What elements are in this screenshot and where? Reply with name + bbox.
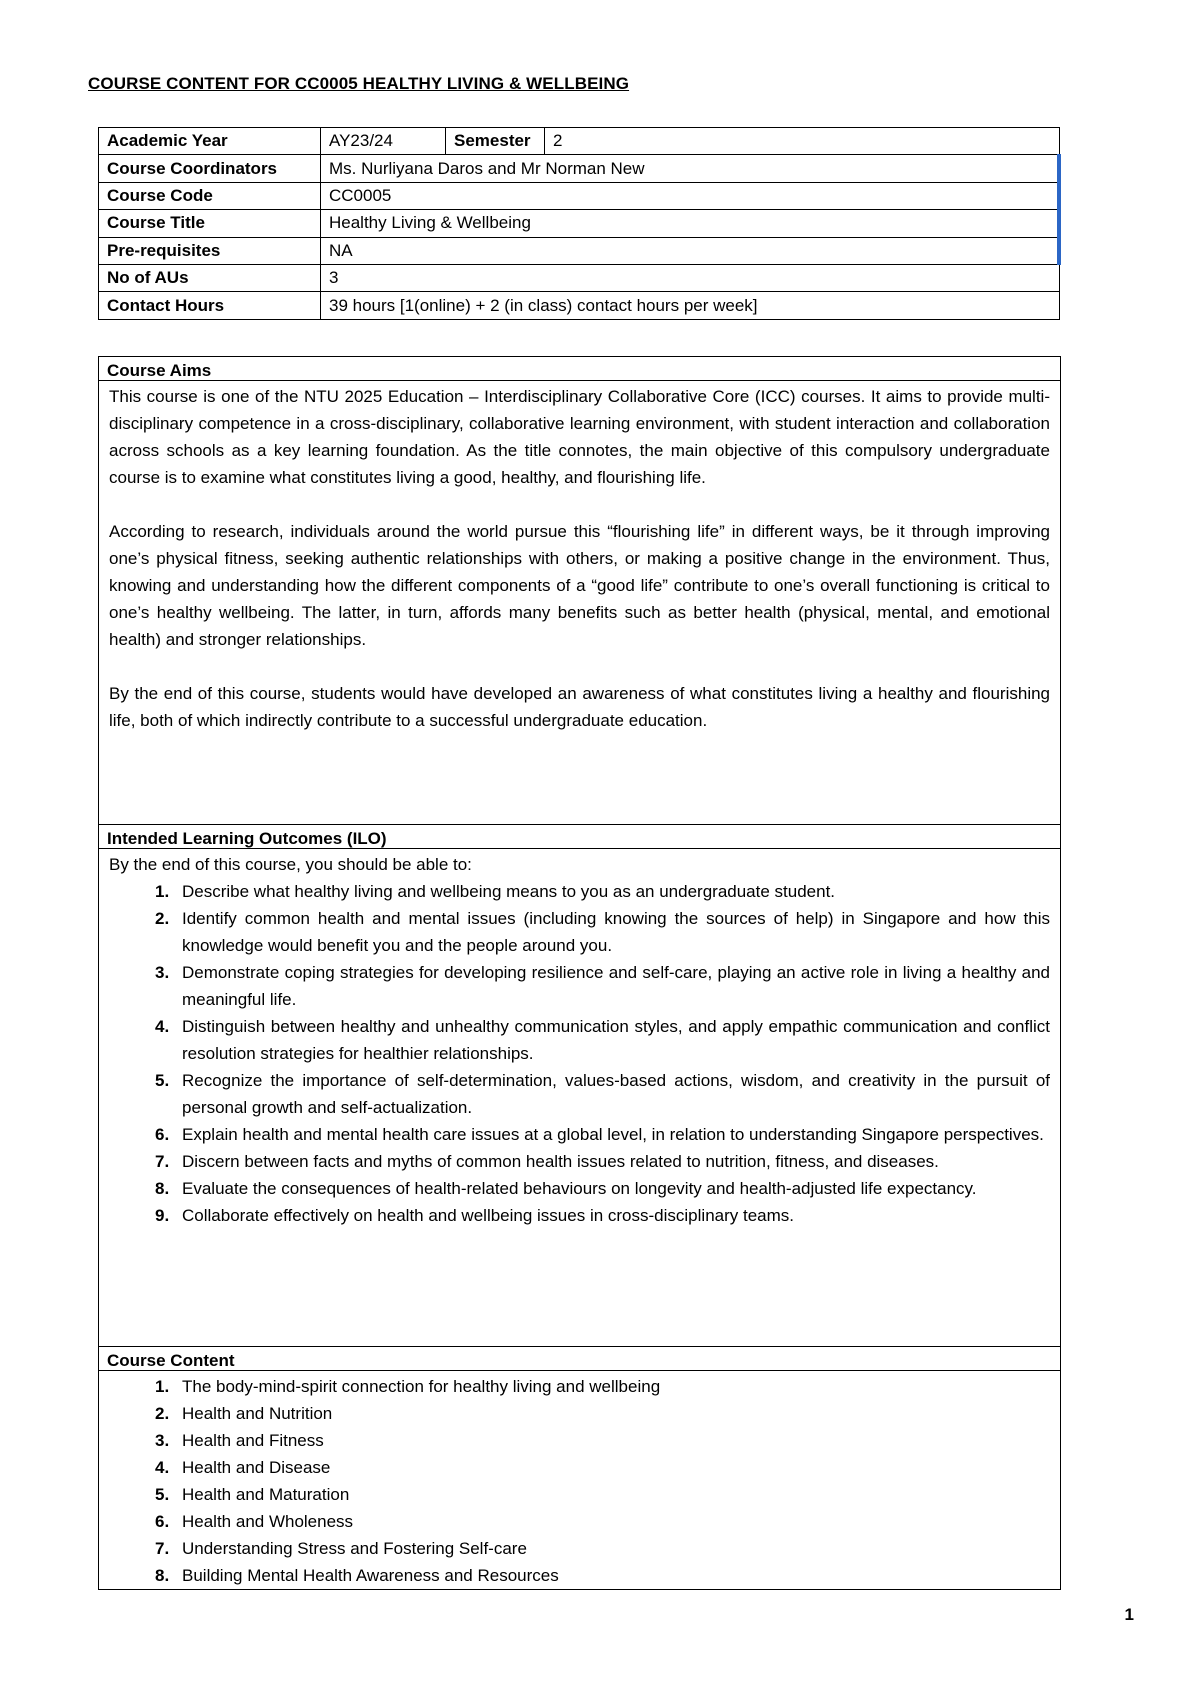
course-aims-body (99, 381, 1060, 734)
content-item (109, 1535, 1050, 1562)
ilo-item-text: Demonstrate coping strategies for developing resilience and self-care, playing an active role in living a healthy and meaningful life. (182, 963, 1050, 1009)
aims-paragraph: According to research, individuals around the world pursue this “flourishing life” in different ways, be it through improving one’s physical fitness, seeking authentic relationships with others, or making a positive change in the environment. Thus, knowing and understanding how the different components of a “good life” contribute to one’s overall functioning is critical to one’s healthy wellbeing. The latter, in turn, affords many benefits such as better health (physical, mental, and emotional health) and stronger relationships. (109, 522, 1050, 649)
ilo-item-text: Evaluate the consequences of health-related behaviours on longevity and health-adjusted life expectancy. (182, 1179, 977, 1198)
ilo-item-number: 3. (155, 963, 170, 982)
semester-value: 2 (545, 128, 1060, 155)
ilo-item-number: 2. (155, 909, 170, 928)
row-course-title (99, 210, 1060, 237)
ilo-item (109, 1202, 1050, 1229)
ilo-item (109, 878, 1050, 905)
row-academic-year (99, 128, 1060, 155)
content-item-number: 5. (155, 1485, 170, 1504)
course-code-label: Course Code (99, 182, 321, 209)
coordinators-value: Ms. Nurliyana Daros and Mr Norman New (321, 155, 1060, 182)
content-item-number: 8. (155, 1566, 170, 1585)
ilo-item-text: Identify common health and mental issues (including knowing the sources of help) in Singapore and how this knowledge would benefit you and the people around you. (182, 909, 1050, 955)
ilo-item (109, 1175, 1050, 1202)
content-item-number: 1. (155, 1377, 170, 1396)
content-item (109, 1481, 1050, 1508)
content-item (109, 1562, 1050, 1589)
course-content-list (109, 1373, 1050, 1589)
prerequisites-label: Pre-requisites (99, 237, 321, 264)
academic-year-label: Academic Year (99, 128, 321, 155)
ilo-item (109, 1067, 1050, 1121)
course-aims-heading: Course Aims (99, 357, 1060, 381)
content-item-text: Health and Wholeness (182, 1512, 354, 1531)
content-item-text: Health and Nutrition (182, 1404, 333, 1423)
course-code-value: CC0005 (321, 182, 1060, 209)
ilo-item-text: Discern between facts and myths of common health issues related to nutrition, fitness, and diseases. (182, 1152, 939, 1171)
contact-hours-label: Contact Hours (99, 292, 321, 319)
ilo-item-number: 1. (155, 882, 170, 901)
content-item (109, 1508, 1050, 1535)
content-item-number: 4. (155, 1458, 170, 1477)
ilo-body (99, 849, 1060, 1229)
course-title-value: Healthy Living & Wellbeing (321, 210, 1060, 237)
aus-value: 3 (321, 264, 1060, 291)
semester-label: Semester (446, 128, 545, 155)
content-item-number: 6. (155, 1512, 170, 1531)
coordinators-label: Course Coordinators (99, 155, 321, 182)
ilo-item-text: Distinguish between healthy and unhealthy communication styles, and apply empathic communication and conflict resolution strategies for healthier relationships. (182, 1017, 1050, 1063)
content-item (109, 1427, 1050, 1454)
content-item-text: The body-mind-spirit connection for healthy living and wellbeing (182, 1377, 661, 1396)
document-title: COURSE CONTENT FOR CC0005 HEALTHY LIVING & WELLBEING (88, 74, 630, 93)
aims-paragraph: By the end of this course, students would have developed an awareness of what constitutes living a healthy and flourishing life, both of which indirectly contribute to a successful undergraduate education. (109, 684, 1050, 730)
contact-hours-value: 39 hours [1(online) + 2 (in class) contact hours per week] (321, 292, 1060, 319)
ilo-item-text: Collaborate effectively on health and wellbeing issues in cross-disciplinary teams. (182, 1206, 794, 1225)
ilo-item (109, 1121, 1050, 1148)
content-item (109, 1454, 1050, 1481)
content-item-number: 2. (155, 1404, 170, 1423)
content-item (109, 1373, 1050, 1400)
ilo-item (109, 1148, 1050, 1175)
course-content-body (99, 1371, 1060, 1589)
row-aus (99, 264, 1060, 291)
page-number: 1 (1124, 1605, 1134, 1624)
ilo-item-text: Describe what healthy living and wellbeing means to you as an undergraduate student. (182, 882, 836, 901)
ilo-item (109, 905, 1050, 959)
content-item-text: Health and Disease (182, 1458, 331, 1477)
row-contact-hours (99, 292, 1060, 319)
ilo-item (109, 1013, 1050, 1067)
ilo-list (109, 878, 1050, 1229)
content-item-text: Building Mental Health Awareness and Resources (182, 1566, 559, 1585)
content-item (109, 1400, 1050, 1427)
ilo-item-number: 9. (155, 1206, 170, 1225)
ilo-item-text: Recognize the importance of self-determination, values-based actions, wisdom, and creativity in the pursuit of personal growth and self-actualization. (182, 1071, 1050, 1117)
ilo-item-number: 6. (155, 1125, 170, 1144)
ilo-item-number: 5. (155, 1071, 170, 1090)
course-content-heading: Course Content (99, 1347, 1060, 1371)
content-item-text: Understanding Stress and Fostering Self-care (182, 1539, 527, 1558)
ilo-item-number: 7. (155, 1152, 170, 1171)
aims-paragraph: This course is one of the NTU 2025 Education – Interdisciplinary Collaborative Core (ICC) courses. It aims to provide multi-disciplinary competence in a cross-disciplinary, collaborative learning environment, with student interaction and collaboration across schools as a key learning foundation. As the title connotes, the main objective of this compulsory undergraduate course is to examine what constitutes living a good, healthy, and flourishing life. (109, 387, 1050, 487)
content-item-number: 3. (155, 1431, 170, 1450)
ilo-section (98, 824, 1061, 1347)
content-item-number: 7. (155, 1539, 170, 1558)
ilo-item-number: 4. (155, 1017, 170, 1036)
ilo-item-number: 8. (155, 1179, 170, 1198)
row-prerequisites (99, 237, 1060, 264)
ilo-intro: By the end of this course, you should be able to: (109, 855, 472, 874)
aus-label: No of AUs (99, 264, 321, 291)
row-coordinators (99, 155, 1060, 182)
content-item-text: Health and Fitness (182, 1431, 324, 1450)
ilo-heading: Intended Learning Outcomes (ILO) (99, 825, 1060, 849)
course-info-table (98, 127, 1061, 320)
row-course-code (99, 182, 1060, 209)
ilo-item-text: Explain health and mental health care issues at a global level, in relation to understanding Singapore perspectives. (182, 1125, 1044, 1144)
course-content-section (98, 1346, 1061, 1590)
course-title-label: Course Title (99, 210, 321, 237)
prerequisites-value: NA (321, 237, 1060, 264)
academic-year-value: AY23/24 (321, 128, 446, 155)
course-aims-section (98, 356, 1061, 825)
content-item-text: Health and Maturation (182, 1485, 350, 1504)
ilo-item (109, 959, 1050, 1013)
